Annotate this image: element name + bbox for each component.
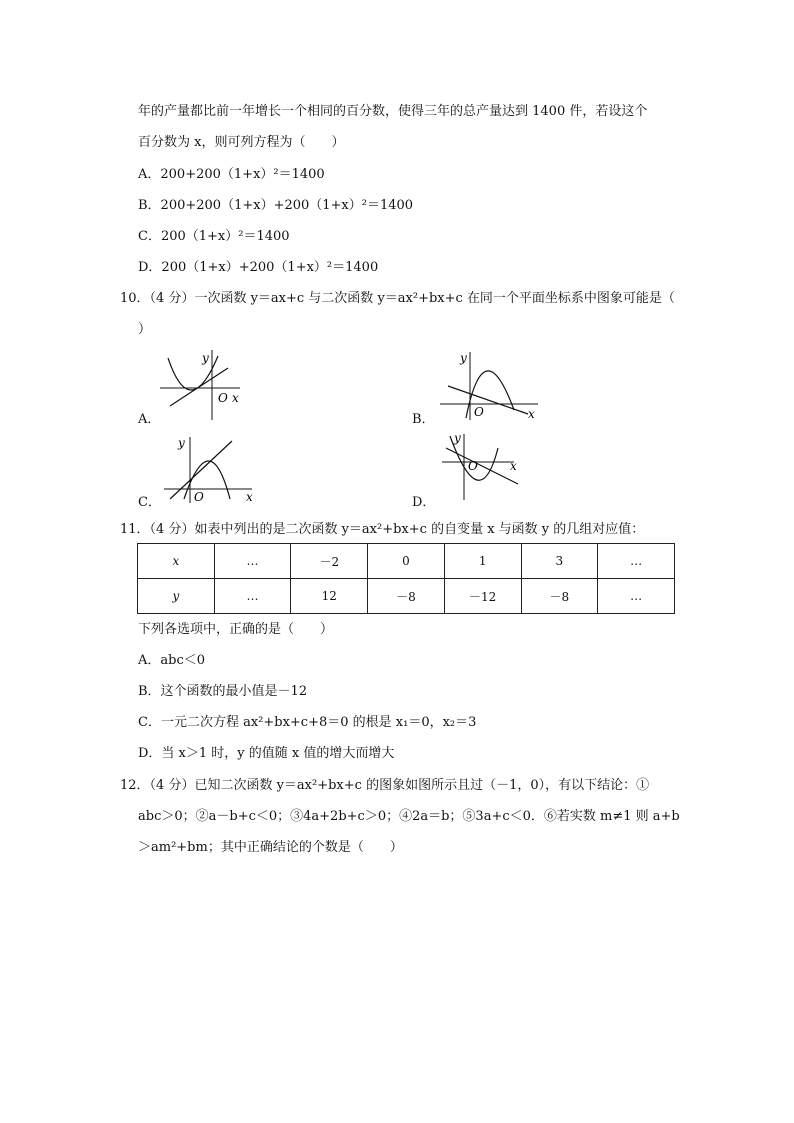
q9-option-a: A．200+200（1+x）²＝1400 [138,167,325,182]
table-row-y [138,579,675,614]
q9-option-d: D．200（1+x）+200（1+x）²＝1400 [138,260,379,275]
q10-graph-d [440,428,525,504]
q12-stem-line-3: ＞am²+bm；其中正确结论的个数是（ ） [138,840,403,855]
table-cell: 0 [368,544,445,579]
q9-stem-line-1: 年的产量都比前一年增长一个相同的百分数，使得三年的总产量达到 1400 件，若设这个 [138,104,648,119]
table-cell: －2 [291,544,368,579]
table-row-x [138,544,675,579]
q11-option-a: A．abc＜0 [138,653,206,668]
q10-graph-a [160,348,250,423]
x-axis-label: x [246,490,253,504]
q9-option-c: C．200（1+x）²＝1400 [138,229,290,244]
q10-stem-line-1: 10．（4 分）一次函数 y＝ax+c 与二次函数 y＝ax²+bx+c 在同一个平面坐标系中图象可能是（ [120,291,675,306]
table-cell: －8 [368,579,445,614]
q10-stem-line-2: ） [138,322,152,337]
q11-value-table [137,543,675,614]
q10-option-c-label: C． [138,495,161,510]
q9-stem-line-2: 百分数为 x，则可列方程为（ ） [138,135,345,150]
y-axis-label: y [178,436,185,450]
q10-option-d-label: D． [412,495,436,510]
q10-graph-c [162,433,262,505]
q10-option-b-label: B． [412,412,435,427]
q11-option-b: B．这个函数的最小值是－12 [138,684,308,699]
table-cell: －12 [444,579,521,614]
q10-option-a-label: A． [138,412,161,427]
table-cell: 12 [291,579,368,614]
table-cell: －8 [521,579,598,614]
table-cell: y [138,579,215,614]
y-axis-label: y [454,431,461,445]
x-axis-label: x [232,391,239,405]
origin-label: O [194,490,204,504]
table-cell: 1 [444,544,521,579]
q12-stem-line-2: abc＞0；②a－b+c＜0；③4a+2b+c＞0；④2a＝b；⑤3a+c＜0．⑥若实数 m≠1 则 a+b [138,809,680,824]
table-cell: x [138,544,215,579]
q10-graph-b [438,348,543,423]
parabola [168,356,218,390]
origin-label: O [468,459,478,473]
q11-prompt: 下列各选项中，正确的是（ ） [138,622,334,637]
origin-label: O [218,391,228,405]
line [446,448,518,484]
table-cell: … [598,579,675,614]
table-cell: … [598,544,675,579]
origin-label: O [474,405,484,419]
q9-option-b: B．200+200（1+x）+200（1+x）²＝1400 [138,198,414,213]
y-axis-label: y [202,351,209,365]
table-cell: 3 [521,544,598,579]
table-cell: … [214,544,291,579]
x-axis-label: x [510,459,517,473]
q11-option-c: C．一元二次方程 ax²+bx+c+8＝0 的根是 x₁＝0，x₂＝3 [138,715,477,730]
q11-option-d: D．当 x＞1 时，y 的值随 x 值的增大而增大 [138,746,395,761]
table-cell: … [214,579,291,614]
q11-stem: 11．（4 分）如表中列出的是二次函数 y＝ax²+bx+c 的自变量 x 与函数 y 的几组对应值： [120,522,645,537]
line [448,386,528,414]
x-axis-label: x [528,407,535,421]
y-axis-label: y [460,351,467,365]
q12-stem-line-1: 12．（4 分）已知二次函数 y＝ax²+bx+c 的图象如图所示且过（－1，0），有以下结论：① [120,778,650,793]
